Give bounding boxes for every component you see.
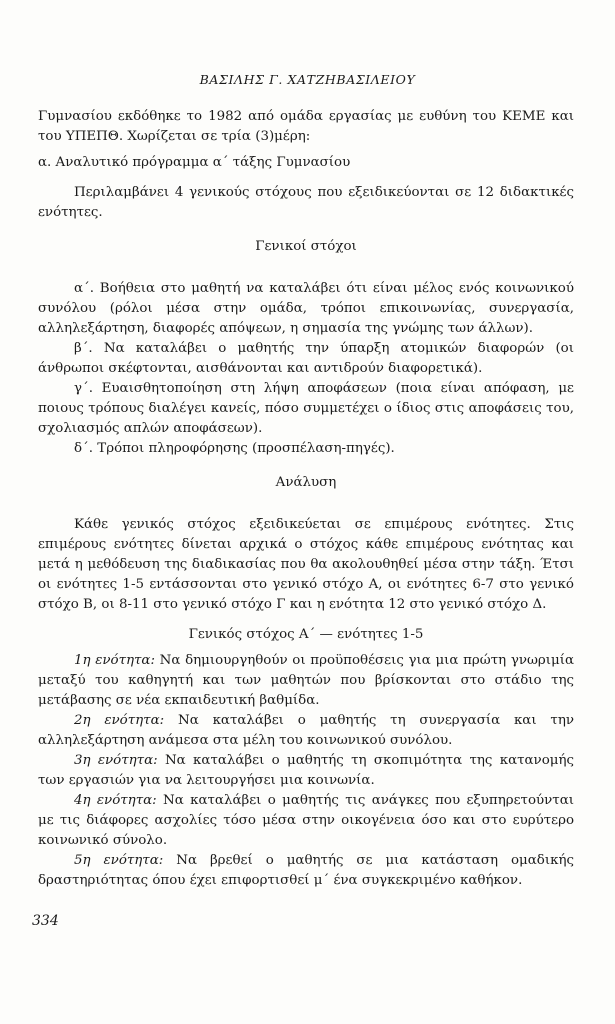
goal-b: β΄. Να καταλάβει ο μαθητής την ύπαρξη ατομικών διαφορών (οι άνθρωποι σκέφτονται, αισθάνονται και αντιδρούν διαφορετικά). (38, 341, 574, 376)
unit-paragraph-4 (38, 791, 574, 851)
part-a-description: Περιλαμβάνει 4 γενικούς στόχους που εξειδικεύονται σε 12 διδακτικές ενότητες. (38, 185, 574, 220)
general-goals-heading: Γενικοί στόχοι (255, 239, 357, 254)
goal-d: δ΄. Τρόποι πληροφόρησης (προσπέλαση-πηγές). (74, 441, 395, 456)
unit-text-1: Να δημιουργηθούν οι προϋποθέσεις για μια πρώτη γνωριμία μεταξύ του καθηγητή και των μαθητών που βρίσκονται στο στάδιο της μετάβασης σε νέα εκπαιδευτική βαθμίδα. (38, 653, 574, 708)
unit-text-4: Να καταλάβει ο μαθητής τις ανάγκες που εξυπηρετούνται με τις διάφορες ασχολίες τόσο μέσα στην οικογένεια όσο και στο ευρύτερο κοινωνικό σύνολο. (38, 793, 574, 848)
part-a-title: α. Αναλυτικό πρόγραμμα α΄ τάξης Γυμνασίου (38, 155, 351, 170)
goal-a-heading: Γενικός στόχος Α΄ — ενότητες 1-5 (188, 627, 424, 642)
unit-paragraph-1 (38, 651, 574, 711)
unit-paragraph-2 (38, 711, 574, 751)
goal-c: γ΄. Ευαισθητοποίηση στη λήψη αποφάσεων (ποια είναι απόφαση, με ποιους τρόπους διαλέγει κανείς, πόσο συμμετέχει ο ίδιος στις αποφάσεις του, σχολιασμός απλών αποφάσεων). (38, 381, 574, 436)
intro-paragraph: Γυμνασίου εκδόθηκε το 1982 από ομάδα εργασίας με ευθύνη του ΚΕΜΕ και του ΥΠΕΠΘ. Χωρίζεται σε τρία (3)μέρη: (38, 109, 574, 144)
running-head: ΒΑΣΙΛΗΣ Γ. ΧΑΤΖΗΒΑΣΙΛΕΙΟΥ (199, 72, 416, 87)
unit-paragraph-5 (38, 851, 574, 891)
page-number: 334 (32, 913, 59, 929)
unit-text-5: Να βρεθεί ο μαθητής σε μια κατάσταση ομαδικής δραστηριότητας όπου έχει επιφορτισθεί μ΄ ένα συγκεκριμένο καθήκον. (38, 853, 574, 888)
page-body (38, 107, 574, 891)
analysis-paragraph: Κάθε γενικός στόχος εξειδικεύεται σε επιμέρους ενότητες. Στις επιμέρους ενότητες δίνεται αρχικά ο στόχος κάθε επιμέρους ενότητας και μετά η μεθόδευση της διαδικασίας που θα ακολουθηθεί μέσα στην τάξη. Έτσι οι ενότητες 1-5 εντάσσονται στο γενικό στόχο Α, οι ενότητες 6-7 στο γενικό στόχο Β, οι 8-11 στο γενικό στόχο Γ και η ενότητα 12 στο γενικό στόχο Δ. (38, 517, 574, 612)
unit-label-2: 2η ενότητα: (74, 713, 165, 728)
unit-label-1: 1η ενότητα: (74, 653, 155, 668)
goal-a: α΄. Βοήθεια στο μαθητή να καταλάβει ότι είναι μέλος ενός κοινωνικού συνόλου (ρόλοι μέσα στην ομάδα, τρόποι επικοινωνίας, συνεργασία, αλληλεξάρτηση, διαφορές απόψεων, η σημασία της γνώμης των άλλων). (38, 281, 574, 336)
analysis-heading: Ανάλυση (275, 475, 337, 490)
unit-label-4: 4η ενότητα: (74, 793, 157, 808)
unit-label-3: 3η ενότητα: (74, 753, 158, 768)
unit-text-2: Να καταλάβει ο μαθητής τη συνεργασία και την αλληλεξάρτηση ανάμεσα στα μέλη του κοινωνικού συνόλου. (38, 713, 574, 748)
unit-label-5: 5η ενότητα: (74, 853, 164, 868)
unit-text-3: Να καταλάβει ο μαθητής τη σκοπιμότητα της κατανομής των εργασιών για να λειτουργήσει μια κοινωνία. (38, 753, 574, 788)
unit-paragraph-3 (38, 751, 574, 791)
